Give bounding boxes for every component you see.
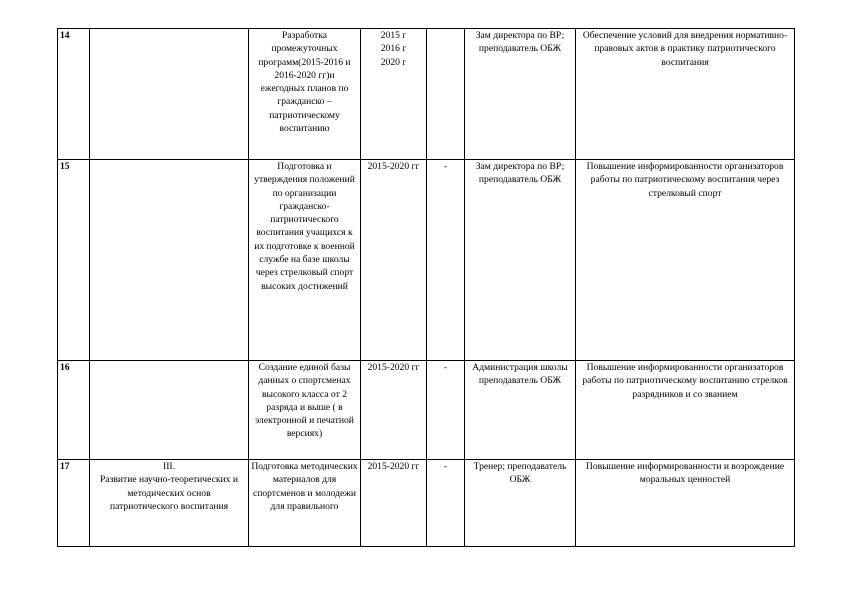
activity-cell: Создание единой базы данных о спортсменах высокого класса от 2 разряда и выше ( в электронной и печатной версиях) xyxy=(249,361,361,460)
row-number: 16 xyxy=(58,361,90,460)
term-cell: 2015-2020 гг xyxy=(361,361,427,460)
direction-text: III. Развитие научно-теоретических и методических основ патриотического воспитания xyxy=(99,461,239,512)
result-cell: Повышение информированности организаторов работы по патриотическому воспитания через стрелковый спорт xyxy=(576,160,795,361)
result-cell: Повышение информированности и возрождение моральных ценностей xyxy=(576,460,795,547)
activity-cell: Подготовка и утверждения положений по организации гражданско-патриотического воспитания учащихся к их подготовке к военной службе на базе школы через стрелковый спорт высоких достижений xyxy=(249,160,361,361)
mark-cell: - xyxy=(427,361,465,460)
term-cell: 2015-2020 гг xyxy=(361,460,427,547)
direction-cell xyxy=(90,160,249,361)
row-number: 17 xyxy=(58,460,90,547)
table-row xyxy=(58,160,795,361)
mark-cell: - xyxy=(427,160,465,361)
activity-cell: Подготовка методических материалов для спортсменов и молодежи для правильного xyxy=(249,460,361,547)
responsible-cell: Тренер; преподаватель ОБЖ xyxy=(465,460,576,547)
row-number: 14 xyxy=(58,29,90,160)
activity-cell: Разработка промежуточных программ(2015-2016 и 2016-2020 гг)и ежегодных планов по гражданско – патриотическому воспитанию xyxy=(249,29,361,160)
result-cell: Повышение информированности организаторов работы по патриотическому воспитанию стрелков разрядников и со званием xyxy=(576,361,795,460)
direction-cell xyxy=(90,460,249,547)
term-cell: 2015-2020 гг xyxy=(361,160,427,361)
mark-cell xyxy=(427,29,465,160)
direction-cell xyxy=(90,29,249,160)
plan-table xyxy=(57,28,795,547)
term-cell xyxy=(361,29,427,160)
term-text: 2015 г 2016 г 2020 г xyxy=(380,30,407,68)
result-cell: Обеспечение условий для внедрения нормативно-правовых актов в практику патриотического воспитания xyxy=(576,29,795,160)
responsible-cell: Администрация школы преподаватель ОБЖ xyxy=(465,361,576,460)
mark-cell: - xyxy=(427,460,465,547)
row-number: 15 xyxy=(58,160,90,361)
direction-cell xyxy=(90,361,249,460)
table-row xyxy=(58,460,795,547)
table-row xyxy=(58,29,795,160)
responsible-cell: Зам директора по ВР; преподаватель ОБЖ xyxy=(465,160,576,361)
responsible-cell: Зам директора по ВР; преподаватель ОБЖ xyxy=(465,29,576,160)
table-row xyxy=(58,361,795,460)
